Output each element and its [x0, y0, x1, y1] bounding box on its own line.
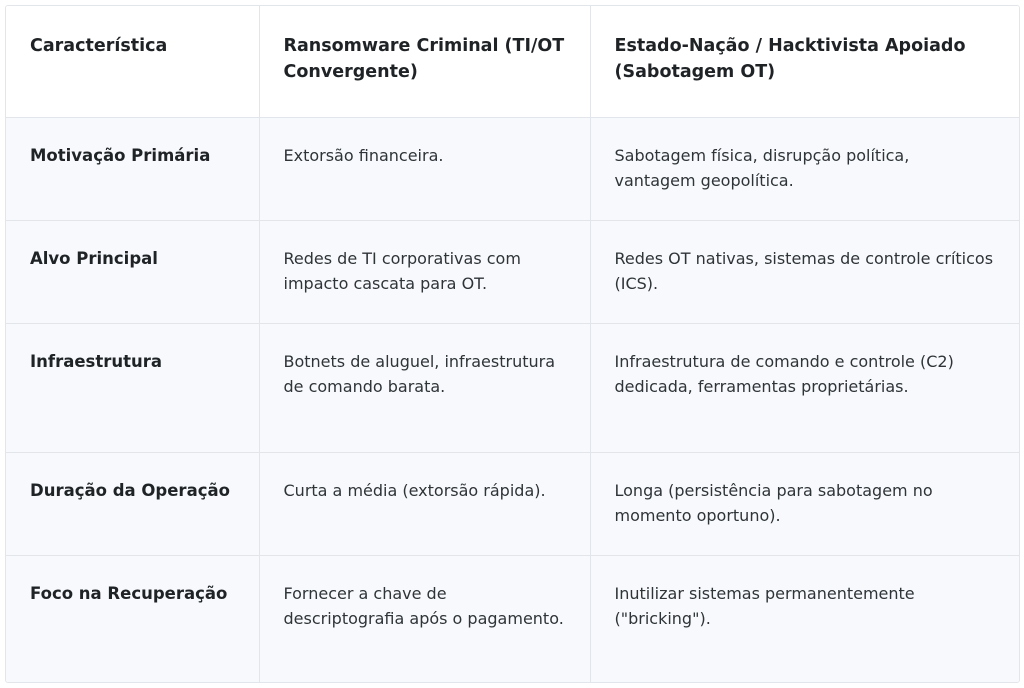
cell-estado-nacao: Infraestrutura de comando e controle (C2) dedicada, ferramentas proprietárias.: [590, 323, 1019, 452]
cell-ransomware: Curta a média (extorsão rápida).: [259, 452, 590, 555]
row-label: Alvo Principal: [6, 220, 259, 323]
cell-ransomware: Extorsão financeira.: [259, 117, 590, 220]
table-row: [6, 117, 1019, 220]
cell-estado-nacao: Inutilizar sistemas permanentemente ("bricking").: [614, 583, 915, 628]
row-label: Motivação Primária: [6, 117, 259, 220]
header-estado-nacao: Estado-Nação / Hacktivista Apoiado (Sabotagem OT): [590, 6, 1019, 117]
cell-ransomware: Fornecer a chave de descriptografia após o pagamento.: [259, 555, 590, 683]
cell-ransomware: Botnets de aluguel, infraestrutura de comando barata.: [259, 323, 590, 452]
cell-estado-nacao: Longa (persistência para sabotagem no momento oportuno).: [590, 452, 1019, 555]
table-row: [6, 323, 1019, 452]
table-header-row: [6, 6, 1019, 117]
cell-estado-nacao: Sabotagem física, disrupção política, vantagem geopolítica.: [590, 117, 1019, 220]
cell-estado-nacao: Redes OT nativas, sistemas de controle críticos (ICS).: [590, 220, 1019, 323]
cell-ransomware: Redes de TI corporativas com impacto cascata para OT.: [259, 220, 590, 323]
header-ransomware-criminal: Ransomware Criminal (TI/OT Convergente): [259, 6, 590, 117]
row-label: Duração da Operação: [6, 452, 259, 555]
table-row: [6, 555, 1019, 683]
table-row: [6, 452, 1019, 555]
header-caracteristica: Característica: [6, 6, 259, 117]
row-label: Infraestrutura: [6, 323, 259, 452]
comparison-table: [6, 6, 1019, 683]
table-row: [6, 220, 1019, 323]
comparison-table-container: [5, 5, 1020, 683]
row-label: Foco na Recuperação: [6, 555, 259, 683]
